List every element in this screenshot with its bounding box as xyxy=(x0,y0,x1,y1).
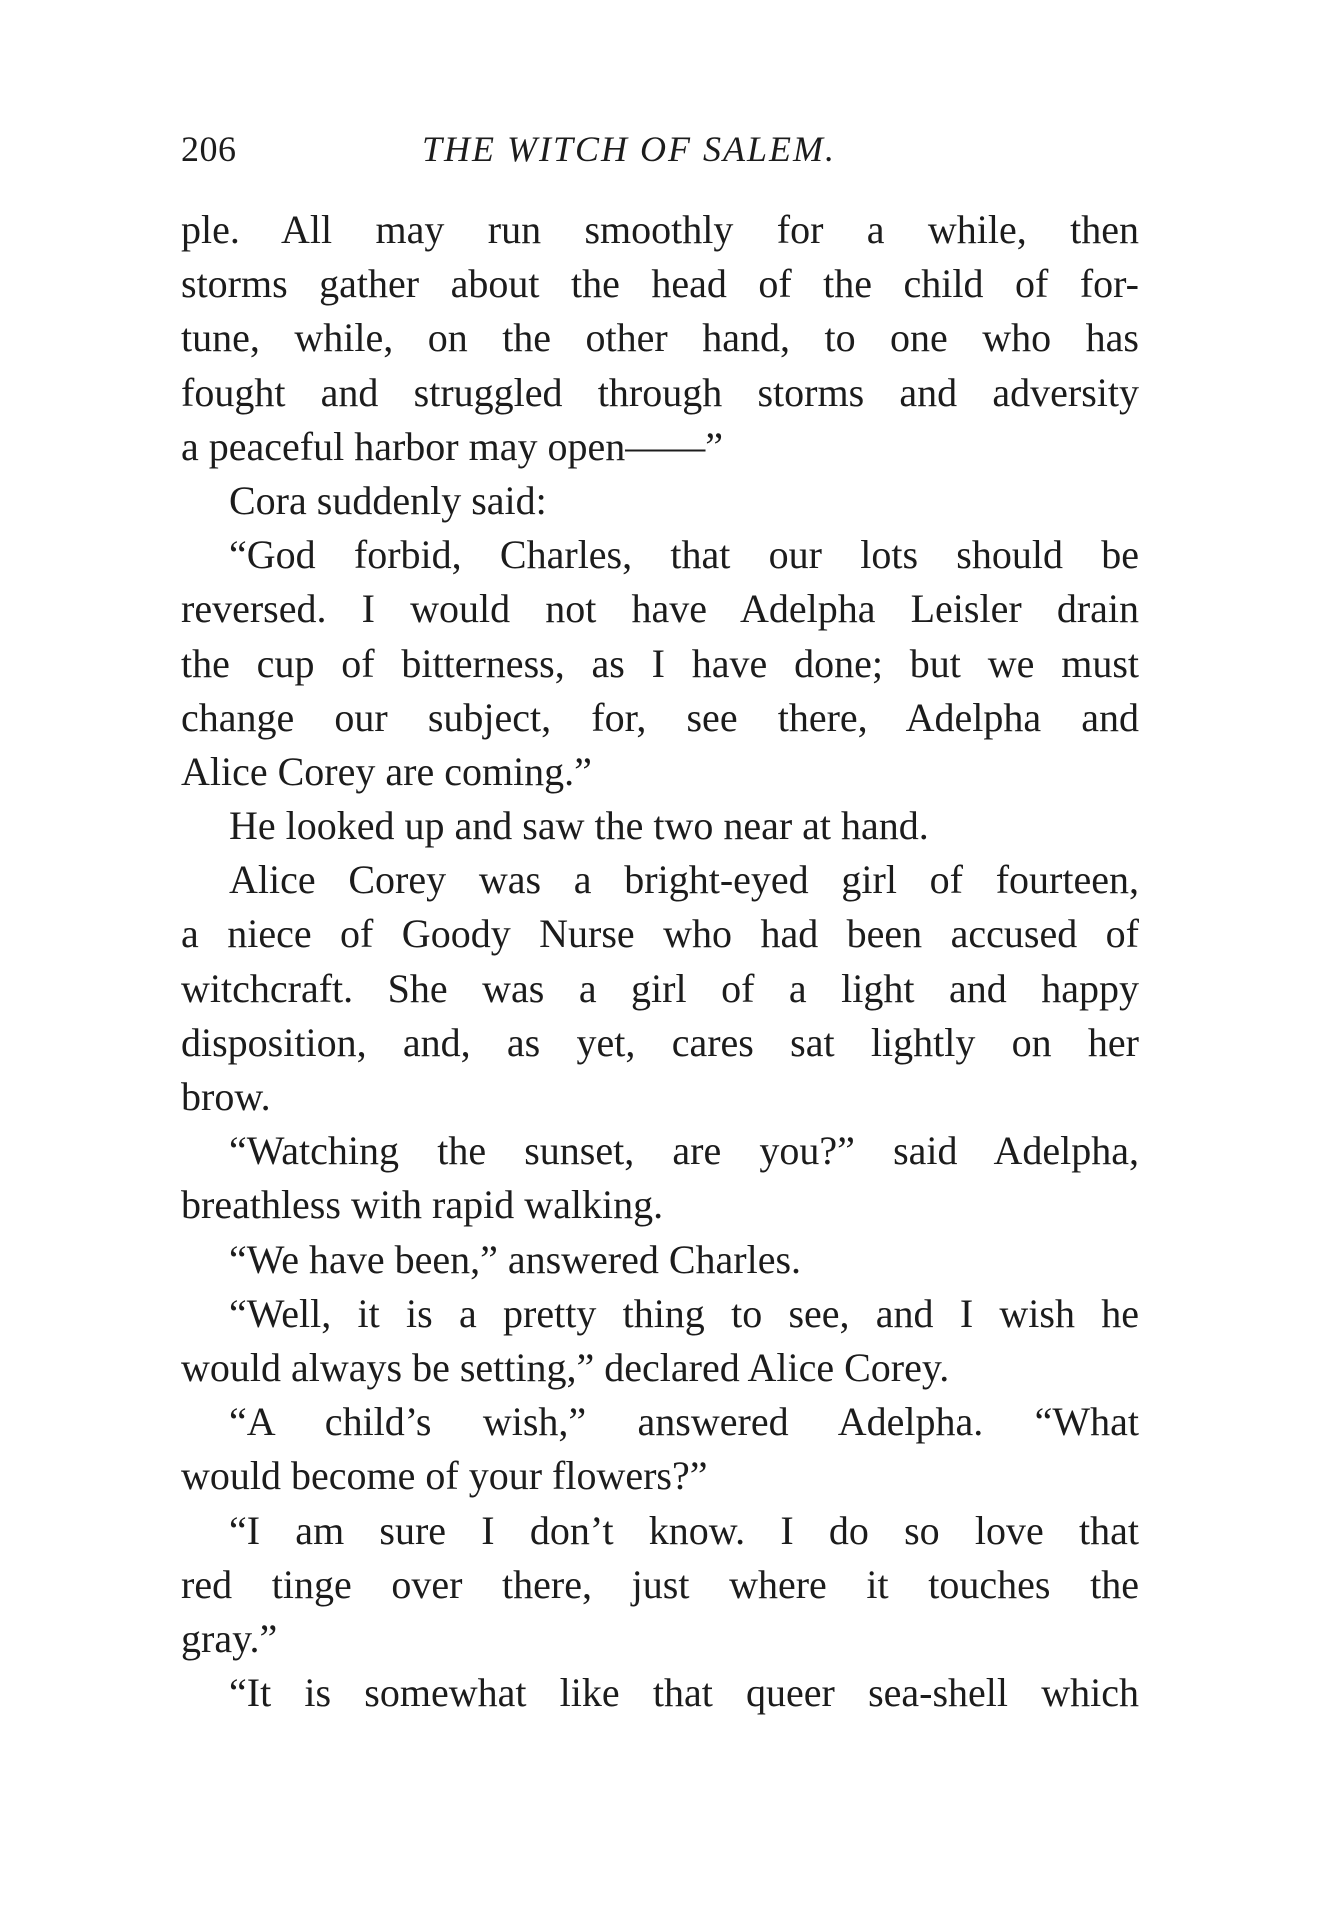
text-line: “Watching the sunset, are you?” said Adelpha, xyxy=(229,1128,1139,1174)
running-title: THE WITCH OF SALEM. xyxy=(422,129,836,169)
text-line: tune, while, on the other hand, to one who has xyxy=(181,315,1139,361)
text-line: He looked up and saw the two near at hand. xyxy=(229,803,929,849)
text-line: gray.” xyxy=(181,1615,278,1661)
text-line: would always be setting,” declared Alice Corey. xyxy=(181,1344,950,1390)
page-header xyxy=(181,128,1141,176)
text-line: breathless with rapid walking. xyxy=(181,1182,664,1228)
text-line: the cup of bitterness, as I have done; but we must xyxy=(181,640,1139,686)
text-line: Alice Corey was a bright-eyed girl of fourteen, xyxy=(229,857,1139,903)
text-line: Alice Corey are coming.” xyxy=(181,748,592,794)
text-line: storms gather about the head of the child of for- xyxy=(181,261,1139,307)
text-line: reversed. I would not have Adelpha Leisler drain xyxy=(181,586,1139,632)
text-line: change our subject, for, see there, Adelpha and xyxy=(181,694,1139,740)
text-line: Cora suddenly said: xyxy=(229,477,547,523)
text-line: “Well, it is a pretty thing to see, and I wish he xyxy=(229,1290,1139,1336)
text-line: disposition, and, as yet, cares sat lightly on her xyxy=(181,1019,1139,1065)
body-text xyxy=(181,203,1139,1720)
text-line: would become of your flowers?” xyxy=(181,1453,708,1499)
text-line: “I am sure I don’t know. I do so love that xyxy=(229,1507,1139,1553)
text-line: witchcraft. She was a girl of a light and happy xyxy=(181,965,1139,1011)
text-line: a peaceful harbor may open——” xyxy=(181,423,723,469)
text-line: “It is somewhat like that queer sea-shell which xyxy=(229,1670,1139,1716)
page-number: 206 xyxy=(181,129,237,169)
text-line: fought and struggled through storms and adversity xyxy=(181,369,1139,415)
text-line: brow. xyxy=(181,1074,271,1119)
text-line: “We have been,” answered Charles. xyxy=(229,1236,802,1282)
text-line: a niece of Goody Nurse who had been accused of xyxy=(181,911,1139,957)
text-line: red tinge over there, just where it touches the xyxy=(181,1561,1139,1607)
text-line: “God forbid, Charles, that our lots should be xyxy=(229,532,1139,578)
text-line: ple. All may run smoothly for a while, then xyxy=(181,207,1139,252)
text-line: “A child’s wish,” answered Adelpha. “What xyxy=(229,1399,1139,1445)
